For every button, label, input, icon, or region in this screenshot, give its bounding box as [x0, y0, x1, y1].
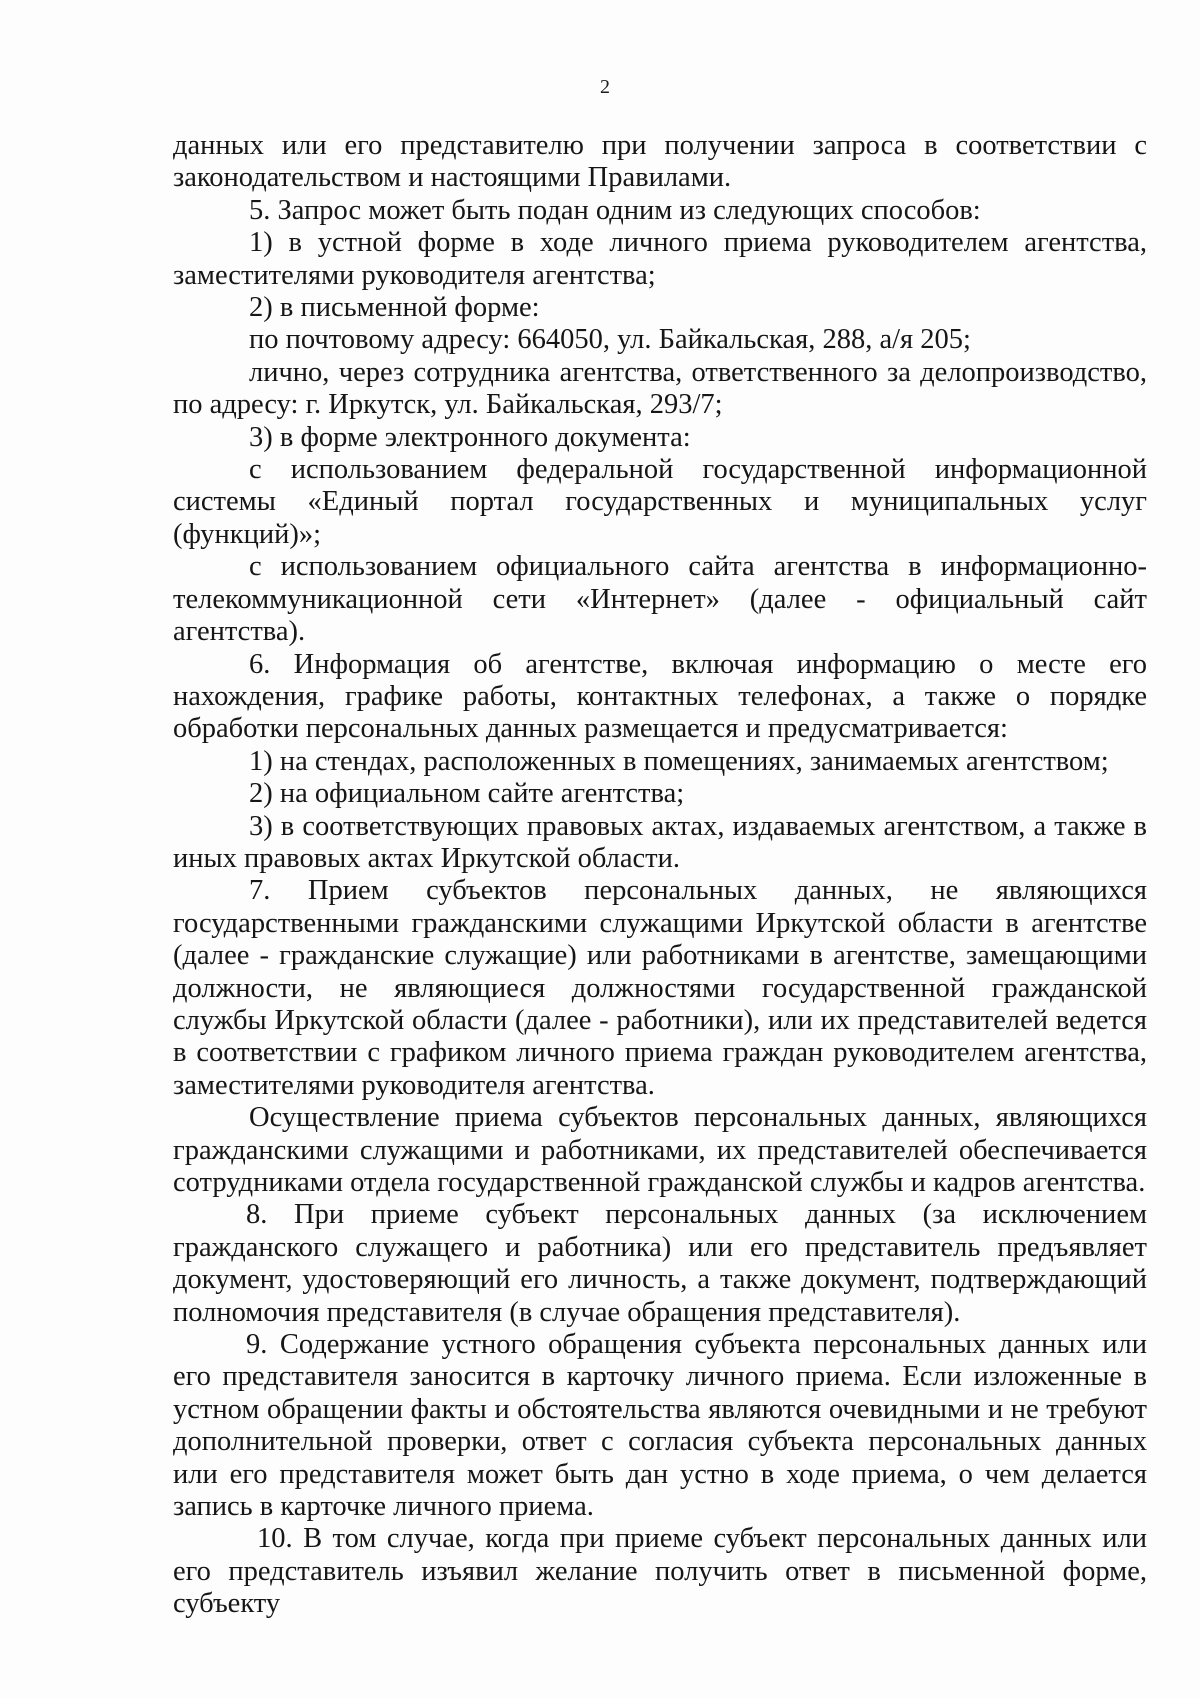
- paragraph: 8. При приеме субъект персональных данных (за исключением гражданского служащего и работника) или его представитель предъявляет документ, удостоверяющий его личность, а также документ, подтверждающий полномочия представителя (в случае обращения представителя).: [173, 1199, 1147, 1328]
- paragraph: 3) в соответствующих правовых актах, издаваемых агентством, а также в иных правовых актах Иркутской области.: [173, 810, 1147, 874]
- paragraph: 6. Информация об агентстве, включая информацию о месте его нахождения, графике работы, контактных телефонах, а также о порядке обработки персональных данных размещается и предусматривается:: [173, 648, 1147, 745]
- paragraph: 10. В том случае, когда при приеме субъект персональных данных или его представитель изъявил желание получить ответ в письменной форме, субъекту: [173, 1523, 1147, 1620]
- paragraph: 9. Содержание устного обращения субъекта персональных данных или его представителя заносится в карточку личного приема. Если изложенные в устном обращении факты и обстоятельства являются очевидными и не требуют дополнительной проверки, ответ с согласия субъекта персональных данных или его представителя может быть дан устно в ходе приема, о чем делается запись в карточке личного приема.: [173, 1329, 1147, 1523]
- paragraph: Осуществление приема субъектов персональных данных, являющихся гражданскими служащими и работниками, их представителей обеспечивается сотрудниками отдела государственной гражданской службы и кадров агентства.: [173, 1102, 1147, 1198]
- paragraph: 1) на стендах, расположенных в помещениях, занимаемых агентством;: [249, 745, 1109, 777]
- paragraph: с использованием официального сайта агентства в информационно-телекоммуникационной сети «Интернет» (далее - официальный сайт агентства).: [173, 551, 1147, 648]
- paragraph: 3) в форме электронного документа:: [249, 421, 691, 453]
- document-body: [173, 130, 1147, 1621]
- paragraph: по почтовому адресу: 664050, ул. Байкальская, 288, а/я 205;: [249, 324, 971, 356]
- paragraph: 1) в устной форме в ходе личного приема руководителем агентства, заместителями руководителя агентства;: [173, 227, 1147, 291]
- paragraph: 5. Запрос может быть подан одним из следующих способов:: [249, 194, 981, 226]
- paragraph: 2) на официальном сайте агентства;: [249, 778, 685, 810]
- paragraph: данных или его представителю при получении запроса в соответствии с законодательством и настоящими Правилами.: [173, 130, 1147, 194]
- paragraph: 7. Прием субъектов персональных данных, не являющихся государственными гражданскими служащими Иркутской области в агентстве (далее - гражданские служащие) или работниками в агентстве, замещающими должности, не являющиеся должностями государственной гражданской службы Иркутской области (далее - работники), или их представителей ведется в соответствии с графиком личного приема граждан руководителем агентства, заместителями руководителя агентства.: [173, 875, 1147, 1101]
- page-number: 2: [600, 76, 610, 98]
- paragraph: 2) в письменной форме:: [249, 292, 540, 324]
- paragraph: лично, через сотрудника агентства, ответственного за делопроизводство, по адресу: г. Иркутск, ул. Байкальская, 293/7;: [173, 356, 1147, 421]
- paragraph: с использованием федеральной государственной информационной системы «Единый портал государственных и муниципальных услуг (функций)»;: [173, 454, 1147, 550]
